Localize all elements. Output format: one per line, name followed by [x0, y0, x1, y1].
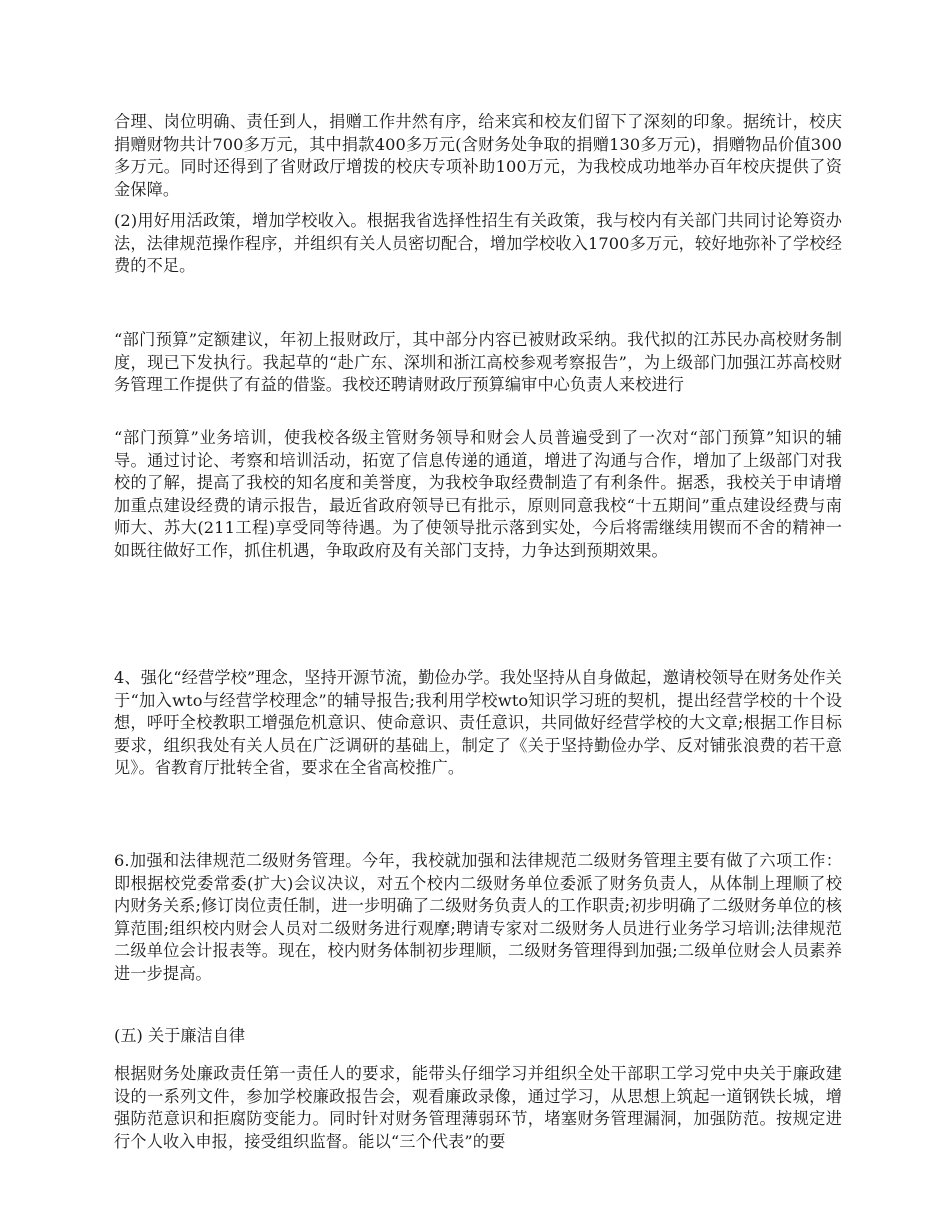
paragraph-school-income: (2)用好用活政策，增加学校收入。根据我省选择性招生有关政策，我与校内有关部门共同讨论筹资办法，法律规范操作程序，并组织有关人员密切配合，增加学校收入1700多万元，较好地弥补了学校经费的不足。 — [114, 211, 842, 275]
section-heading-integrity: (五) 关于廉洁自律 — [114, 1026, 246, 1045]
paragraph-school-management: 4、强化“经营学校”理念，坚持开源节流，勤俭办学。我处坚持从自身做起，邀请校领导在财务处作关于“加入wto与经营学校理念”的辅导报告;我利用学校wto知识学习班的契机，提出经营学校的十个设想，呼吁全校教职工增强危机意识、使命意识、责任意识，共同做好经营学校的大文章;根据工作目标要求，组织我处有关人员在广泛调研的基础上，制定了《关于坚持勤俭办学、反对铺张浪费的若干意见》。省教育厅批转全省，要求在全省高校推广。 — [114, 668, 842, 777]
paragraph-donation-summary: 合理、岗位明确、责任到人，捐赠工作井然有序，给来宾和校友们留下了深刻的印象。据统计，校庆捐赠财物共计700多万元，其中捐款400多万元(含财务处争取的捐赠130多万元)，捐赠物品价值300多万元。同时还得到了省财政厅增拨的校庆专项补助100万元，为我校成功地举办百年校庆提供了资金保障。 — [114, 112, 842, 199]
paragraph-secondary-finance: 6.加强和法律规范二级财务管理。今年，我校就加强和法律规范二级财务管理主要有做了六项工作：即根据校党委常委(扩大)会议决议，对五个校内二级财务单位委派了财务负责人，从体制上理顺了校内财务关系;修订岗位责任制，进一步明确了二级财务负责人的工作职责;初步明确了二级财务单位的核算范围;组织校内财会人员对二级财务进行观摩;聘请专家对二级财务人员进行业务学习培训;法律规范二级单位会计报表等。现在，校内财务体制初步理顺，二级财务管理得到加强;二级单位财会人员素养进一步提高。 — [114, 851, 842, 983]
paragraph-budget-training: “部门预算”业务培训，使我校各级主管财务领导和财会人员普遍受到了一次对“部门预算”知识的辅导。通过讨论、考察和培训活动，拓宽了信息传递的通道，增进了沟通与合作，增加了上级部门对我校的了解，提高了我校的知名度和美誉度，为我校争取经费制造了有利条件。据悉，我校关于申请增加重点建设经费的请示报告，最近省政府领导已有批示，原则同意我校“十五期间”重点建设经费与南师大、苏大(211工程)享受同等待遇。为了使领导批示落到实处，今后将需继续用锲而不舍的精神一如既往做好工作，抓住机遇，争取政府及有关部门支持，力争达到预期效果。 — [114, 428, 842, 560]
paragraph-department-budget: “部门预算”定额建议，年初上报财政厅，其中部分内容已被财政采纳。我代拟的江苏民办高校财务制度，现已下发执行。我起草的“赴广东、深圳和浙江高校参观考察报告”，为上级部门加强江苏高校财务管理工作提供了有益的借鉴。我校还聘请财政厅预算编审中心负责人来校进行 — [114, 330, 842, 394]
paragraph-integrity: 根据财务处廉政责任第一责任人的要求，能带头仔细学习并组织全处干部职工学习党中央关于廉政建设的一系列文件，参加学校廉政报告会，观看廉政录像，通过学习，从思想上筑起一道钢铁长城，增强防范意识和拒腐防变能力。同时针对财务管理薄弱环节，堵塞财务管理漏洞，加强防范。按规定进行个人收入申报，接受组织监督。能以“三个代表”的要 — [114, 1064, 842, 1151]
